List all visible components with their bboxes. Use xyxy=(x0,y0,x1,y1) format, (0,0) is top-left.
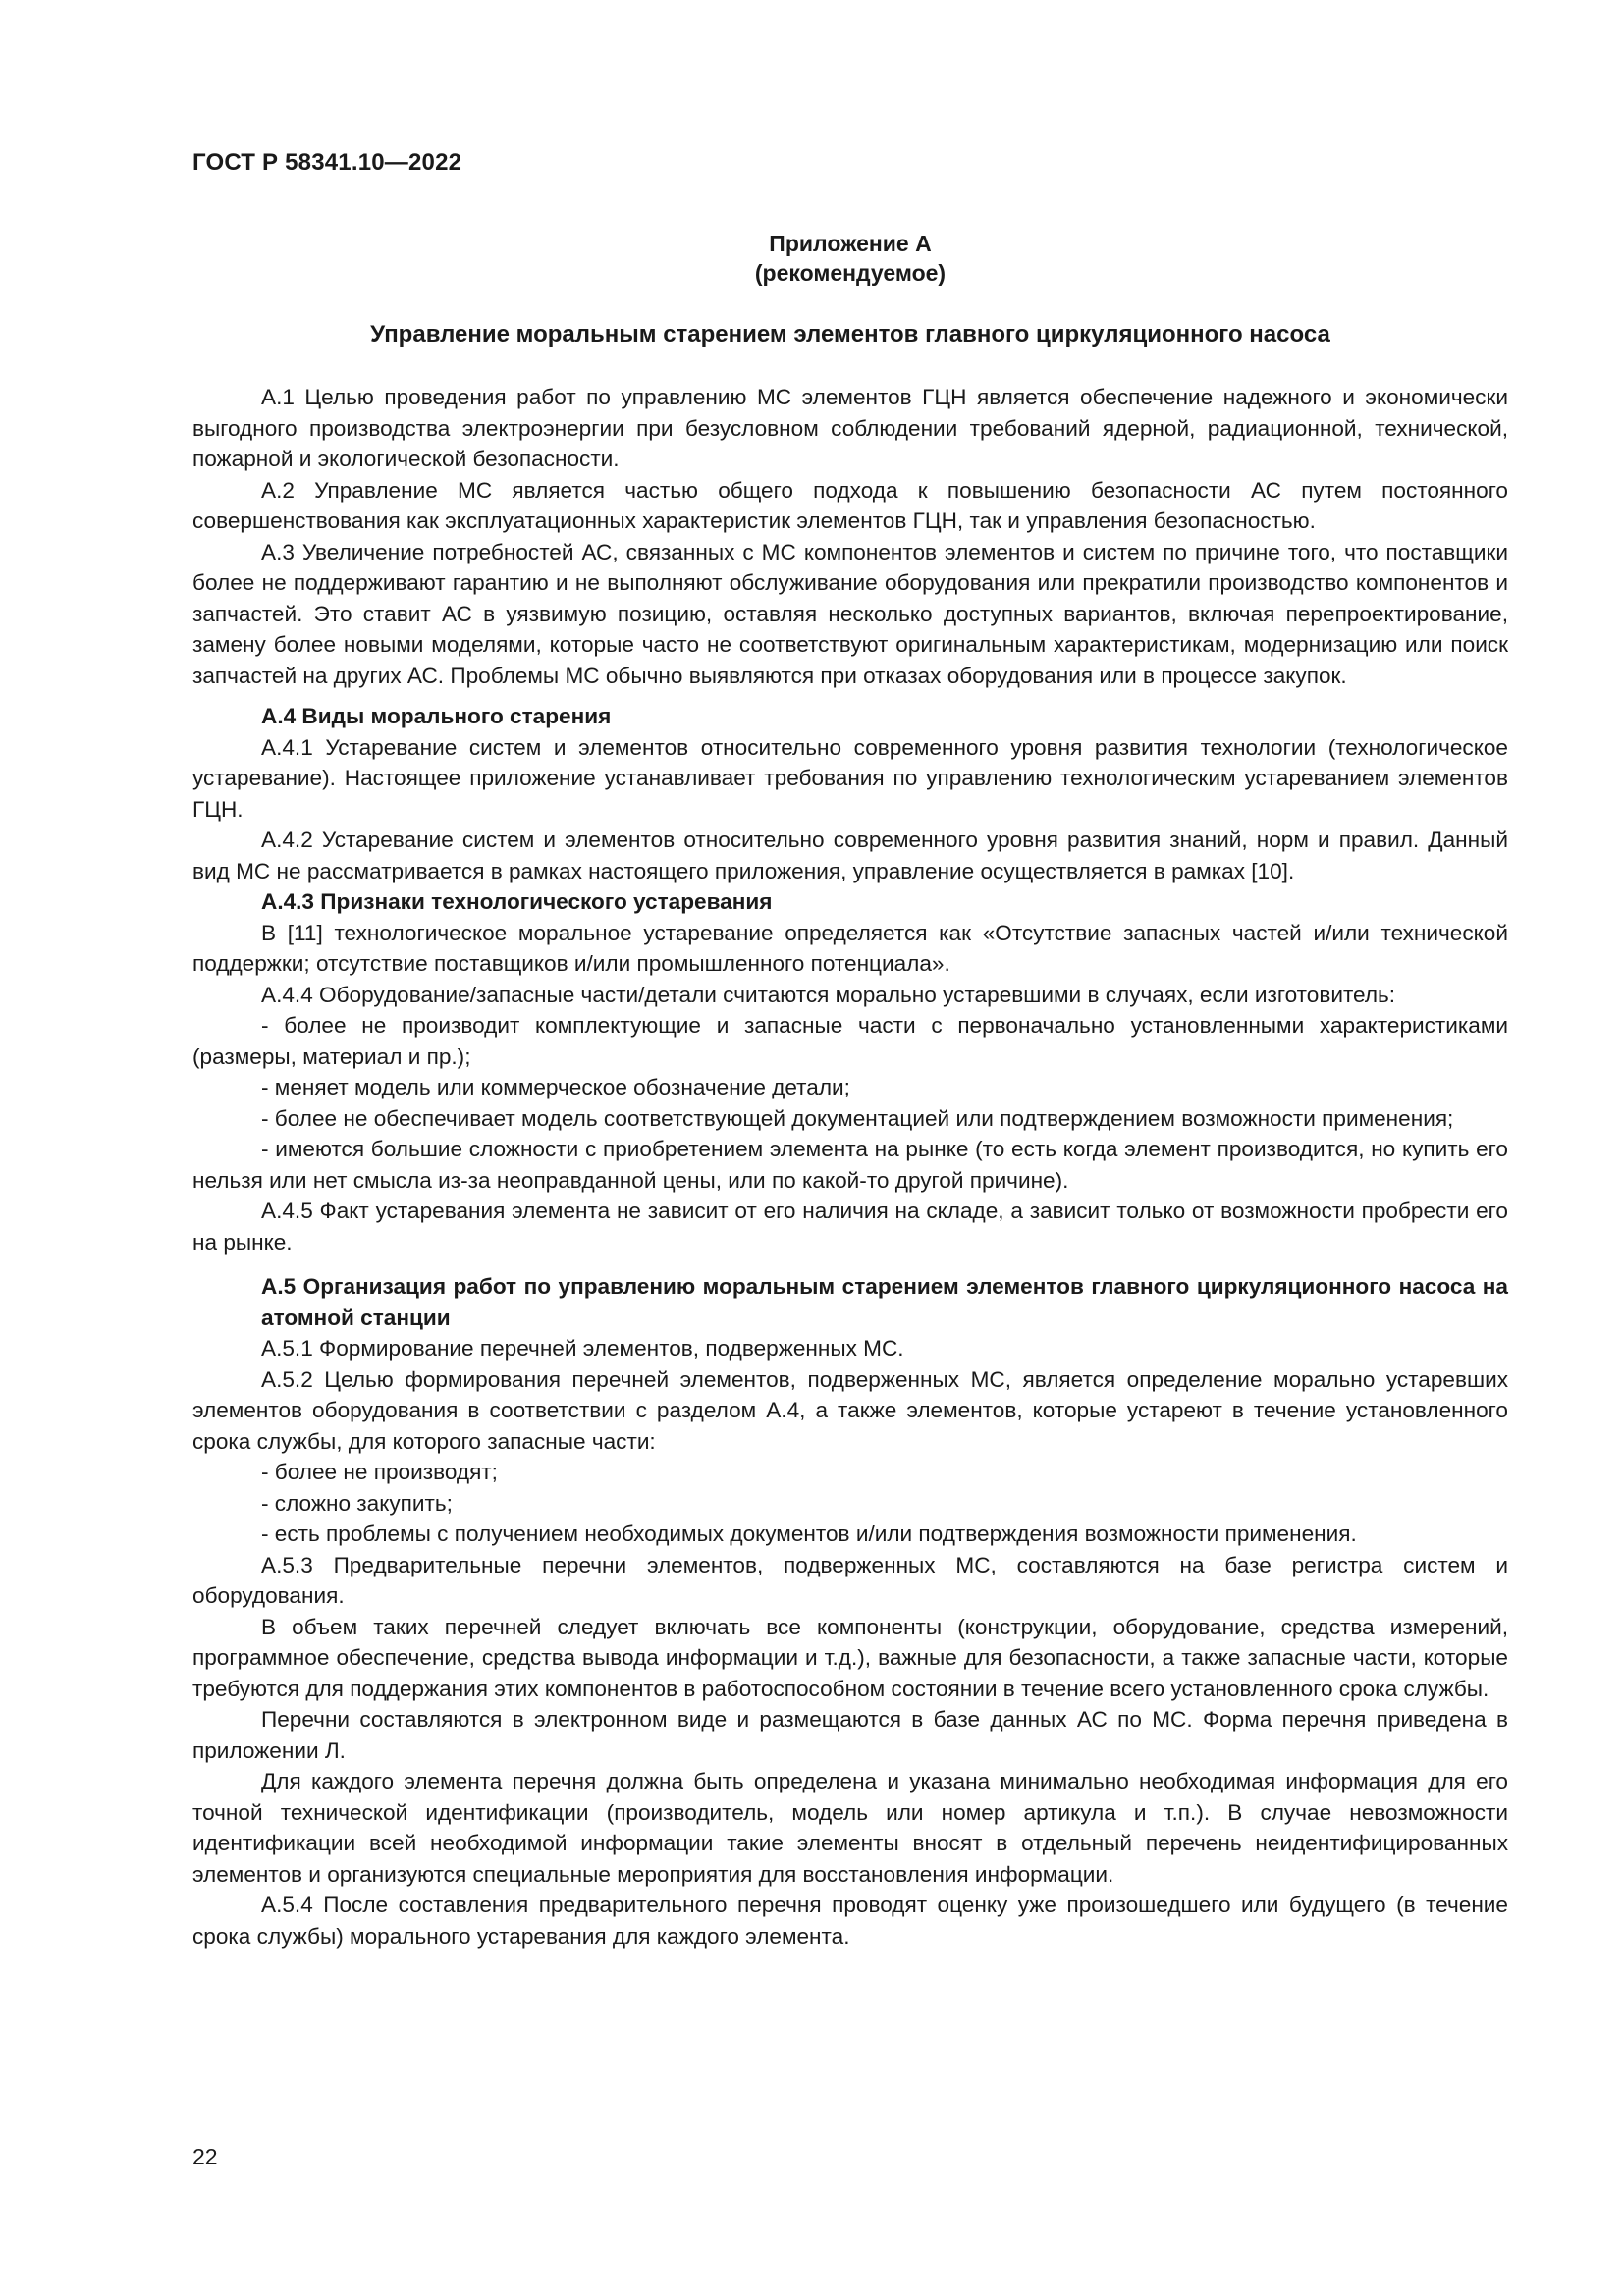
paragraph-a4-3: В [11] технологическое моральное устаревание определяется как «Отсутствие запасных частей и/или технической поддержки; отсутствие поставщиков и/или промышленного потенциала». xyxy=(192,920,1508,976)
list-item-a5-2-1: - более не производят; xyxy=(261,1460,498,1484)
page-number: 22 xyxy=(192,2144,218,2169)
document-code: ГОСТ Р 58341.10—2022 xyxy=(192,149,462,176)
body-text xyxy=(192,382,1508,1951)
list-item-a5-2-3: - есть проблемы с получением необходимых документов и/или подтверждения возможности применения. xyxy=(261,1522,1357,1546)
appendix-type: (рекомендуемое) xyxy=(754,260,947,286)
section-heading-a5: А.5 Организация работ по управлению моральным старением элементов главного циркуляционного насоса на атомной станции xyxy=(261,1274,1508,1330)
paragraph-a5-2: А.5.2 Целью формирования перечней элементов, подверженных МС, является определение морально устаревших элементов оборудования в соответствии с разделом А.4, а также элементов, которые устареют в течение установленного срока службы, для которого запасные части: xyxy=(192,1366,1508,1454)
paragraph-a2: А.2 Управление МС является частью общего подхода к повышению безопасности АС путем постоянного совершенствования как эксплуатационных характеристик элементов ГЦН, так и управления безопасностью. xyxy=(192,477,1508,533)
paragraph-a5-3: А.5.3 Предварительные перечни элементов, подверженных МС, составляются на базе регистра систем и оборудования. xyxy=(192,1552,1508,1608)
section-heading-a4-3: А.4.3 Признаки технологического устаревания xyxy=(261,889,773,914)
paragraph-a5-1: А.5.1 Формирование перечней элементов, подверженных МС. xyxy=(261,1336,904,1361)
list-item-a4-4-3: - более не обеспечивает модель соответствующей документацией или подтверждением возможности применения; xyxy=(261,1105,1454,1131)
appendix-title: Приложение А xyxy=(769,231,932,256)
paragraph-a4-4: А.4.4 Оборудование/запасные части/детали считаются морально устаревшими в случаях, если изготовитель: xyxy=(261,982,1396,1007)
paragraph-a5-3-d: Для каждого элемента перечня должна быть определена и указана минимально необходимая информация для его точной технической идентификации (производитель, модель или номер артикула и т.п.). В случае невозможности идентификации всей необходимой информации такие элементы вносят в отдельный перечень неидентифицированных элементов и организуются специальные мероприятия для восстановления информации. xyxy=(192,1769,1508,1887)
list-item-a5-2-2: - сложно закупить; xyxy=(261,1490,453,1516)
paragraph-a5-4: А.5.4 После составления предварительного перечня проводят оценку уже произошедшего или будущего (в течение срока службы) морального устаревания для каждого элемента. xyxy=(192,1893,1508,1949)
paragraph-a5-3-c: Перечни составляются в электронном виде и размещаются в базе данных АС по МС. Форма перечня приведена в приложении Л. xyxy=(192,1707,1508,1763)
paragraph-a1: А.1 Целью проведения работ по управлению МС элементов ГЦН является обеспечение надежного и экономически выгодного производства электроэнергии при безусловном соблюдении требований ядерной, радиационной, технической, пожарной и экологической безопасности. xyxy=(192,385,1508,471)
paragraph-a4-2: А.4.2 Устаревание систем и элементов относительно современного уровня развития знаний, норм и правил. Данный вид МС не рассматривается в рамках настоящего приложения, управление осуществляется в рамках [10]. xyxy=(192,828,1508,883)
list-item-a4-4-1: - более не производит комплектующие и запасные части с первоначально установленными характеристиками (размеры, материал и пр.); xyxy=(192,1013,1508,1069)
section-heading-a4: А.4 Виды морального старения xyxy=(261,704,612,728)
paragraph-a5-3-b: В объем таких перечней следует включать все компоненты (конструкции, оборудование, средства измерений, программное обеспечение, средства вывода информации и т.д.), важные для безопасности, а также запасные части, которые требуются для поддержания этих компонентов в работоспособном состоянии в течение всего установленного срока службы. xyxy=(192,1614,1508,1701)
paragraph-a4-1: А.4.1 Устаревание систем и элементов относительно современного уровня развития технологии (технологическое устаревание). Настоящее приложение устанавливает требования по управлению технологическим устареванием элементов ГЦН. xyxy=(192,734,1508,822)
main-title: Управление моральным старением элементов главного циркуляционного насоса xyxy=(370,321,1330,347)
paragraph-a4-5: А.4.5 Факт устаревания элемента не зависит от его наличия на складе, а зависит только от возможности пробрести его на рынке. xyxy=(192,1199,1508,1255)
list-item-a4-4-2: - меняет модель или коммерческое обозначение детали; xyxy=(261,1075,850,1099)
paragraph-a3: А.3 Увеличение потребностей АС, связанных с МС компонентов элементов и систем по причине того, что поставщики более не поддерживают гарантию и не выполняют обслуживание оборудования или прекратили производство компонентов и запчастей. Это ставит АС в уязвимую позицию, оставляя несколько доступных вариантов, включая перепроектирование, замену более новыми моделями, которые часто не соответствуют оригинальным характеристикам, модернизацию или поиск запчастей на других АС. Проблемы МС обычно выявляются при отказах оборудования или в процессе закупок. xyxy=(192,539,1508,688)
list-item-a4-4-4: - имеются большие сложности с приобретением элемента на рынке (то есть когда элемент производится, но купить его нельзя или нет смысла из-за неоправданной цены, или по какой-то другой причине). xyxy=(192,1137,1508,1193)
